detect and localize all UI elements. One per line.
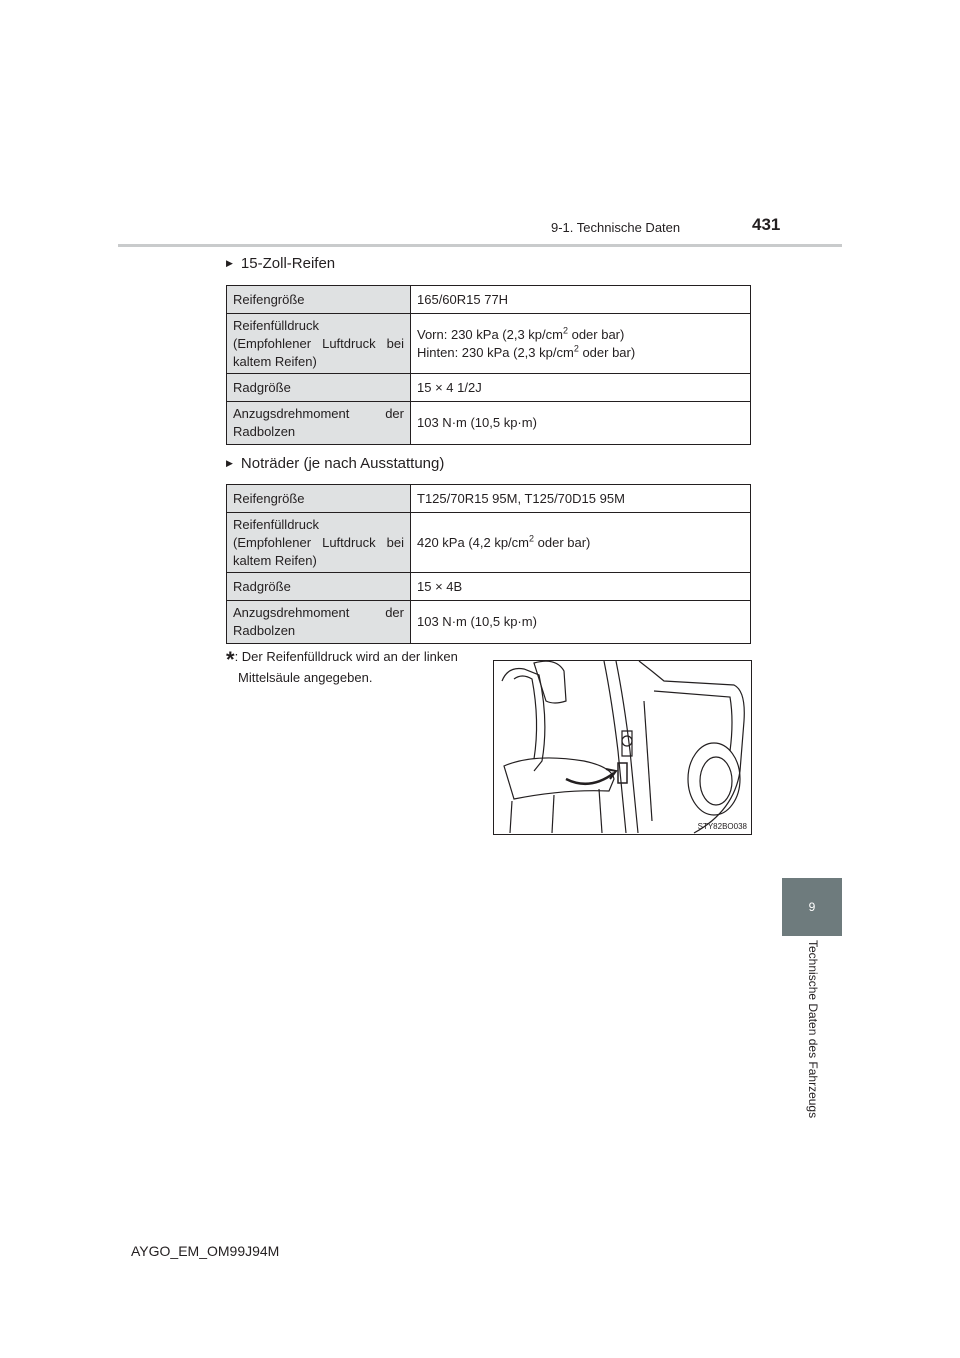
label-word: Luftdruck	[322, 534, 376, 550]
table-row	[227, 485, 751, 513]
header-section-title: 9-1. Technische Daten	[551, 220, 681, 235]
label-line: kaltem Reifen)	[233, 552, 317, 568]
value-text: Hinten: 230 kPa (2,3 kp/cm	[417, 344, 574, 360]
label-word: (Empfohlener	[233, 534, 312, 550]
value-cell: T125/70R15 95M, T125/70D15 95M	[411, 485, 751, 513]
label-cell	[227, 402, 411, 445]
triangle-bullet-icon: ▶	[226, 458, 233, 468]
label-cell: Radgröße	[227, 573, 411, 601]
illustration-door-pillar	[493, 660, 752, 835]
label-line	[233, 534, 404, 552]
value-cell: 15 × 4 1/2J	[411, 374, 751, 402]
value-text: oder bar)	[567, 326, 625, 342]
superscript: 2	[562, 325, 568, 336]
label-word: Luftdruck	[322, 335, 376, 351]
label-cell	[227, 601, 411, 644]
label-cell	[227, 314, 411, 374]
footnote	[226, 648, 486, 687]
label-word: (Empfohlener	[233, 335, 312, 351]
label-word: Anzugsdrehmoment	[233, 605, 350, 620]
value-cell	[411, 513, 751, 573]
label-cell: Reifengröße	[227, 485, 411, 513]
chapter-tab: 9	[782, 878, 842, 936]
spec-table-spare-wheels	[226, 484, 751, 644]
table-row	[227, 374, 751, 402]
value-line-rear	[417, 344, 744, 362]
section-heading-text: 15-Zoll-Reifen	[240, 255, 336, 272]
label-word: Anzugsdrehmoment	[233, 406, 350, 421]
label-line	[233, 604, 404, 622]
label-line: Reifenfülldruck	[233, 317, 319, 333]
value-line-front	[417, 326, 744, 344]
label-line: kaltem Reifen)	[233, 353, 317, 369]
document-code: AYGO_EM_OM99J94M	[131, 1243, 280, 1259]
footnote-marker: *	[226, 647, 235, 672]
label-word: bei	[386, 534, 404, 550]
value-text: Vorn: 230 kPa (2,3 kp/cm	[417, 326, 563, 342]
spec-table-15-inch	[226, 285, 751, 445]
footnote-line	[226, 647, 486, 672]
value-cell	[411, 314, 751, 374]
label-line: Reifenfülldruck	[233, 516, 319, 532]
table-row	[227, 286, 751, 314]
value-text: oder bar)	[578, 344, 636, 360]
table-row	[227, 513, 751, 573]
superscript: 2	[529, 533, 535, 544]
table-row	[227, 314, 751, 374]
value-cell: 103 N·m (10,5 kp·m)	[411, 601, 751, 644]
header-rule	[118, 244, 842, 247]
value-text: oder bar)	[534, 534, 591, 550]
page-number: 431	[752, 215, 781, 234]
label-line: Radbolzen	[233, 623, 296, 638]
label-line	[233, 405, 404, 423]
car-interior-illustration	[494, 661, 751, 834]
table-row	[227, 402, 751, 445]
triangle-bullet-icon: ▶	[226, 258, 233, 268]
value-cell: 103 N·m (10,5 kp·m)	[411, 402, 751, 445]
table-row	[227, 573, 751, 601]
label-word: bei	[386, 335, 404, 351]
section-heading-text: Noträder (je nach Ausstattung)	[240, 455, 445, 472]
section-heading-spare-wheels	[226, 455, 444, 472]
value-text: 420 kPa (4,2 kp/cm	[417, 534, 529, 550]
label-word: der	[385, 406, 404, 421]
label-cell	[227, 513, 411, 573]
value-cell: 15 × 4B	[411, 573, 751, 601]
value-cell: 165/60R15 77H	[411, 286, 751, 314]
superscript: 2	[573, 343, 579, 354]
footnote-line: Mittelsäule angegeben.	[238, 670, 373, 685]
label-cell: Radgröße	[227, 374, 411, 402]
section-heading-15-inch	[226, 255, 335, 272]
label-line: Radbolzen	[233, 424, 296, 439]
table-row	[227, 601, 751, 644]
label-cell: Reifengröße	[227, 286, 411, 314]
footnote-text: : Der Reifenfülldruck wird an der linken	[234, 649, 458, 664]
label-word: der	[385, 605, 404, 620]
figure-code: STY82BO038	[697, 822, 747, 831]
chapter-title: Technische Daten des Fahrzeugs	[806, 940, 820, 1119]
label-line	[233, 335, 404, 353]
